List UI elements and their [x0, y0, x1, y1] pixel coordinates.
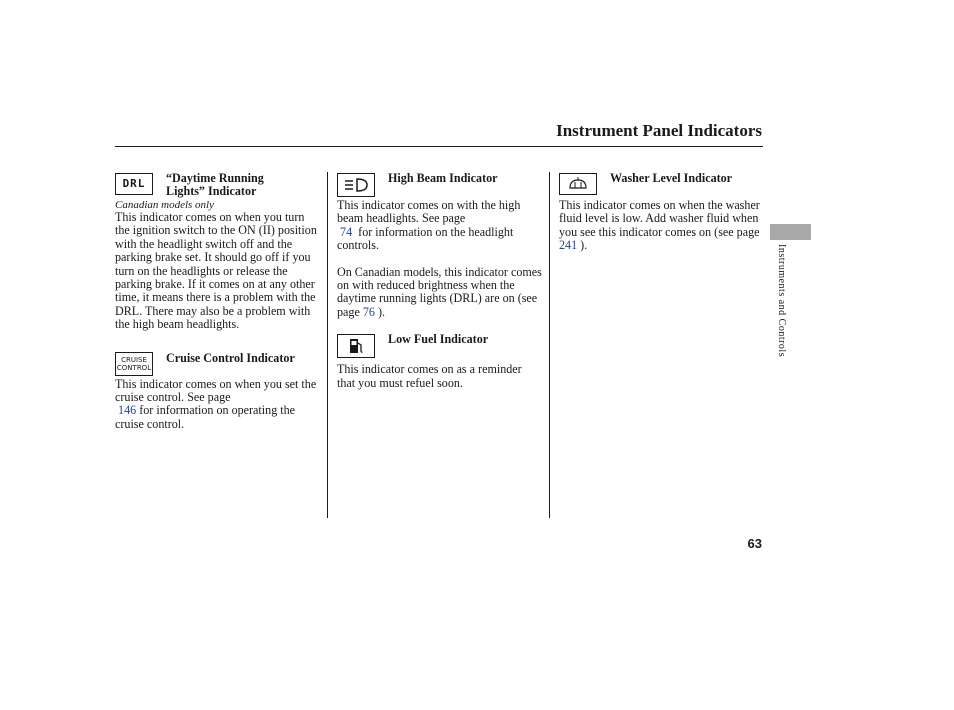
- high-beam-canada-body: [337, 266, 542, 320]
- washer-page-link[interactable]: 241: [559, 238, 578, 253]
- high-beam-para2-after: ).: [378, 304, 386, 319]
- drl-page-link[interactable]: 76: [362, 304, 375, 319]
- cruise-heading-row: [115, 351, 319, 378]
- drl-heading: “Daytime Running Lights” Indicator: [166, 171, 264, 199]
- column-divider: [327, 172, 328, 518]
- page-title: Instrument Panel Indicators: [556, 121, 762, 140]
- cruise-icon-line2: CONTROL: [116, 363, 152, 372]
- high-beam-heading-row: [337, 172, 542, 199]
- washer-heading-row: [559, 172, 764, 199]
- washer-body-after: ).: [580, 238, 588, 253]
- column-divider: [549, 172, 550, 518]
- high-beam-body-before: This indicator comes on with the high beam headlights. See page: [337, 198, 521, 226]
- low-fuel-heading-row: [337, 333, 542, 360]
- cruise-control-icon: [115, 352, 153, 376]
- drl-note: Canadian models only: [115, 199, 214, 211]
- section-tab: [770, 224, 811, 240]
- cruise-page-link[interactable]: 146: [118, 403, 137, 418]
- high-beam-page-link[interactable]: 74: [340, 224, 353, 239]
- cruise-body-after: for information on operating the cruise control.: [115, 403, 296, 431]
- high-beam-icon: [337, 173, 375, 197]
- column-left: [115, 172, 319, 431]
- drl-heading-row: [115, 172, 319, 199]
- page-number: 63: [747, 536, 762, 551]
- washer-body: [559, 199, 764, 253]
- fuel-pump-icon: [337, 334, 375, 358]
- low-fuel-heading: Low Fuel Indicator: [388, 332, 489, 347]
- drl-body: This indicator comes on when you turn the ignition switch to the ON (II) position with the headlight switch off and the parking brake set. It should go off if you turn on the headlights or release the parking brake. If it comes on at any other time, it means there is a problem with the DRL. There may also be a problem with the high beam headlights.: [115, 210, 317, 332]
- column-middle: [337, 172, 542, 390]
- section-side-label: Instruments and Controls: [776, 244, 787, 358]
- title-rule: [115, 146, 763, 147]
- cruise-body-before: This indicator comes on when you set the cruise control. See page: [115, 376, 317, 405]
- washer-heading: Washer Level Indicator: [610, 171, 733, 185]
- washer-fluid-icon: [559, 173, 597, 195]
- cruise-body: [115, 378, 319, 432]
- high-beam-body: [337, 199, 542, 253]
- cruise-heading: Cruise Control Indicator: [166, 350, 295, 365]
- high-beam-heading: High Beam Indicator: [388, 171, 498, 185]
- drl-icon: DRL: [115, 173, 153, 195]
- column-right: [559, 172, 764, 253]
- high-beam-body-after: for information on the headlight controls.: [337, 224, 514, 253]
- cruise-icon-line1: CRUISE: [121, 355, 147, 364]
- low-fuel-body: This indicator comes on as a reminder that you must refuel soon.: [337, 362, 522, 390]
- washer-body-before: This indicator comes on when the washer fluid level is low. Add washer fluid when you see this indicator comes on (see page: [559, 198, 760, 239]
- high-beam-para2-before: On Canadian models, this indicator comes on with reduced brightness when the daytime running lights (DRL) are on (see page: [337, 264, 542, 319]
